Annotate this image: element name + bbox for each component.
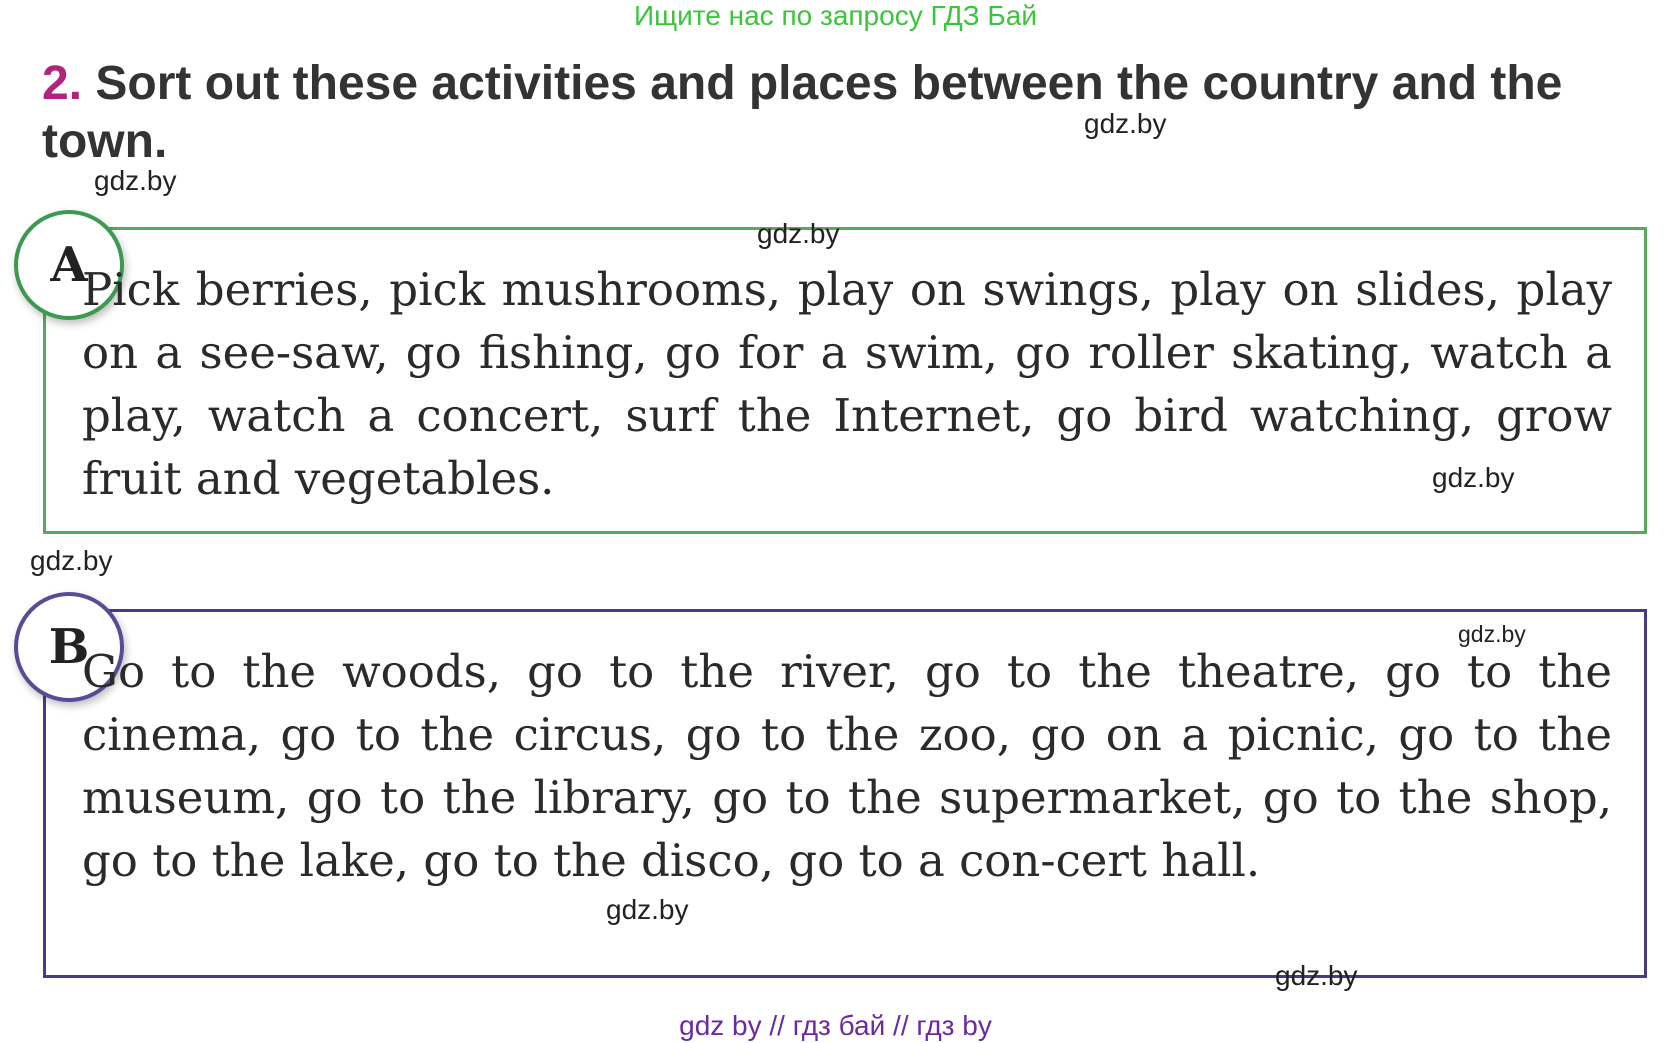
box-b-label-badge: B <box>14 592 124 702</box>
footer-links: gdz by // гдз бай // гдз by <box>679 1010 992 1041</box>
watermark: gdz.by <box>606 894 689 925</box>
activity-list-a: Pick berries, pick mushrooms, play on swings, play on slides, play on a see-saw, go fishing, go for a swim, go roller skating, watch a play, watch a concert, surf the Internet, go bird watching, grow fruit and vegetables. <box>82 263 1612 505</box>
watermark: gdz.by <box>30 545 113 576</box>
watermark: gdz.by <box>1084 108 1167 139</box>
activity-list-b: Go to the woods, go to the river, go to the theatre, go to the cinema, go to the circus, go to the zoo, go on a picnic, go to the museum, go to the library, go to the supermarket, go to the shop, go to the lake, go to the disco, go to a con-cert hall. <box>82 645 1612 887</box>
watermark: gdz.by <box>1275 960 1358 991</box>
exercise-instruction: Sort out these activities and places between the country and the town. <box>42 57 1563 168</box>
watermark: gdz.by <box>1458 621 1526 647</box>
watermark: gdz.by <box>1432 462 1515 493</box>
box-a-label-badge: A <box>14 210 124 320</box>
exercise-heading <box>42 55 1652 171</box>
search-banner: Ищите нас по запросу ГДЗ Бай <box>633 0 1038 31</box>
exercise-number: 2. <box>42 57 83 110</box>
watermark: gdz.by <box>94 165 177 196</box>
watermark: gdz.by <box>757 218 840 249</box>
